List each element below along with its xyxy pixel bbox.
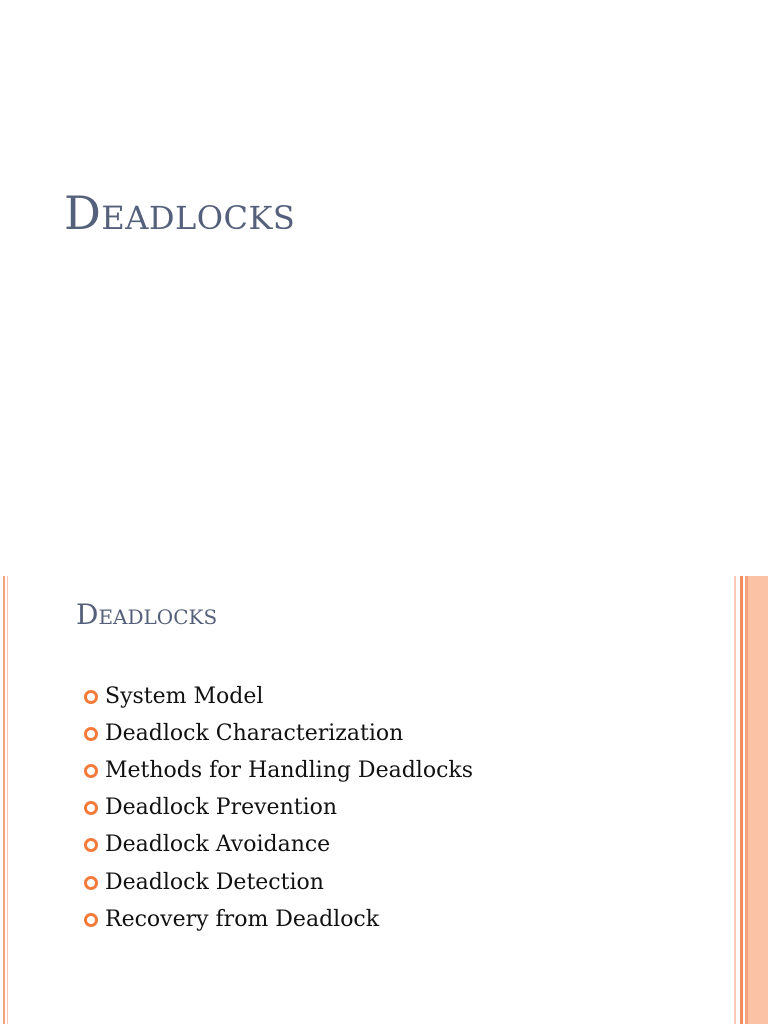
right-decor-bars <box>734 576 768 1024</box>
list-item-text: Methods for Handling Deadlocks <box>105 757 474 783</box>
list-item-text: Deadlock Avoidance <box>105 832 331 858</box>
right-decor-band <box>748 576 768 1024</box>
list-item <box>84 864 473 901</box>
right-decor-band <box>740 576 743 1024</box>
agenda-list <box>84 678 473 938</box>
slide-title: Deadlocks <box>64 186 296 240</box>
circle-bullet-icon <box>84 764 98 778</box>
list-item-text: System Model <box>105 683 264 709</box>
circle-bullet-icon <box>84 913 98 927</box>
list-item <box>84 752 473 789</box>
list-item <box>84 715 473 752</box>
agenda-title: Deadlocks <box>76 598 218 631</box>
list-item-text: Deadlock Detection <box>105 869 324 895</box>
left-decor-bar <box>0 576 6 1024</box>
circle-bullet-icon <box>84 801 98 815</box>
left-decor-band <box>3 576 5 1024</box>
circle-bullet-icon <box>84 838 98 852</box>
list-item <box>84 901 473 938</box>
circle-bullet-icon <box>84 876 98 890</box>
list-item <box>84 790 473 827</box>
list-item-text: Recovery from Deadlock <box>105 906 380 932</box>
list-item-text: Deadlock Prevention <box>105 795 338 821</box>
left-decor-band <box>7 576 8 1024</box>
circle-bullet-icon <box>84 727 98 741</box>
right-decor-band <box>734 576 736 1024</box>
agenda-slide <box>0 576 768 1024</box>
circle-bullet-icon <box>84 690 98 704</box>
list-item <box>84 827 473 864</box>
list-item-text: Deadlock Characterization <box>105 720 404 746</box>
list-item <box>84 678 473 715</box>
